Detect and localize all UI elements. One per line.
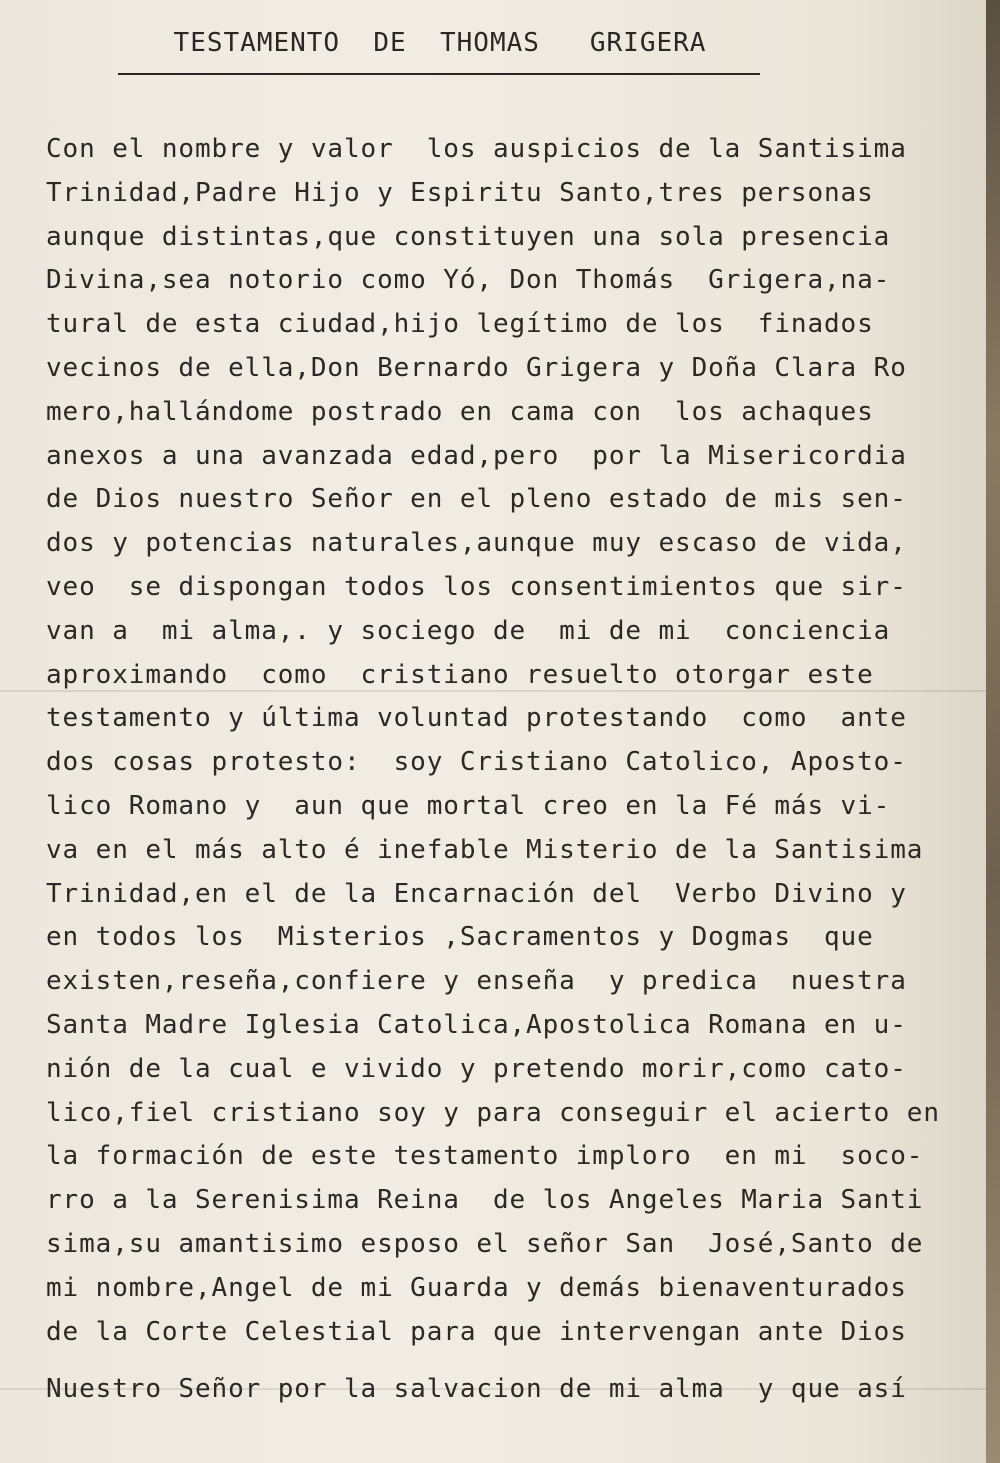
text-line: la formación de este testamento imploro en mi soco- xyxy=(46,1141,924,1172)
text-line: Nuestro Señor por la salvacion de mi alma y que así xyxy=(46,1374,907,1405)
document-title: TESTAMENTO DE THOMAS GRIGERA xyxy=(173,28,707,58)
text-line: lico Romano y aun que mortal creo en la Fé más vi- xyxy=(46,790,891,821)
text-line: Con el nombre y valor los auspicios de la Santisima xyxy=(46,134,907,164)
text-line: Santa Madre Iglesia Catolica,Apostolica Romana en u- xyxy=(46,1009,907,1040)
background-edge xyxy=(986,0,1000,1463)
text-line: dos cosas protesto: soy Cristiano Catolico, Aposto- xyxy=(46,747,907,778)
text-line: dos y potencias naturales,aunque muy escaso de vida, xyxy=(46,528,907,559)
text-line: nión de la cual e vivido y pretendo morir,como cato- xyxy=(46,1053,907,1084)
text-line: tural de esta ciudad,hijo legítimo de los finados xyxy=(46,309,874,340)
text-line: en todos los Misterios ,Sacramentos y Dogmas que xyxy=(46,922,874,953)
text-line: Trinidad,Padre Hijo y Espiritu Santo,tres personas xyxy=(46,177,874,208)
text-line: Trinidad,en el de la Encarnación del Verbo Divino y xyxy=(46,878,907,909)
text-line: mero,hallándome postrado en cama con los achaques xyxy=(46,396,874,427)
text-line: aunque distintas,que constituyen una sola presencia xyxy=(46,221,891,252)
text-line: aproximando como cristiano resuelto otorgar este xyxy=(46,659,874,690)
text-line: Divina,sea notorio como Yó, Don Thomás Grigera,na- xyxy=(46,265,891,296)
text-line: van a mi alma,. y sociego de mi de mi conciencia xyxy=(46,615,891,646)
text-line: testamento y última voluntad protestando como ante xyxy=(46,703,907,734)
text-line: lico,fiel cristiano soy y para conseguir el acierto en xyxy=(46,1097,940,1128)
text-line: de la Corte Celestial para que intervengan ante Dios xyxy=(46,1316,907,1347)
text-line: de Dios nuestro Señor en el pleno estado de mis sen- xyxy=(46,484,907,515)
text-line: vecinos de ella,Don Bernardo Grigera y Doña Clara Ro xyxy=(46,352,907,383)
text-line: rro a la Serenisima Reina de los Angeles Maria Santi xyxy=(46,1185,924,1216)
text-line: existen,reseña,confiere y enseña y predica nuestra xyxy=(46,966,907,997)
text-line: veo se dispongan todos los consentimientos que sir- xyxy=(46,571,907,602)
text-line: anexos a una avanzada edad,pero por la Misericordia xyxy=(46,440,907,471)
document-body xyxy=(46,128,976,1412)
text-line: sima,su amantisimo esposo el señor San José,Santo de xyxy=(46,1228,924,1259)
text-line: mi nombre,Angel de mi Guarda y demás bienaventurados xyxy=(46,1272,907,1303)
text-line: va en el más alto é inefable Misterio de la Santisima xyxy=(46,834,924,865)
title-underline xyxy=(118,73,760,75)
